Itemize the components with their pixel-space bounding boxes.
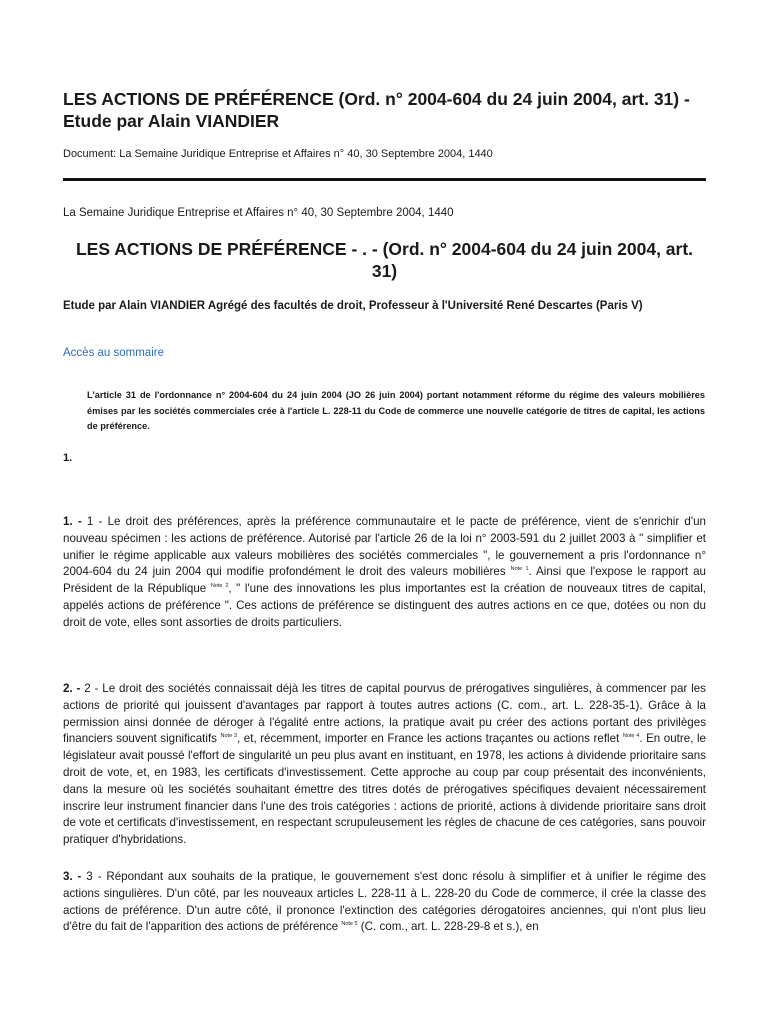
footnote-reference[interactable]: Note 5 [341,921,358,928]
paragraph-number: 2. - [63,682,85,695]
footnote-reference[interactable]: Note 2 [210,583,229,590]
footnote-reference[interactable]: Note 4 [622,733,640,740]
paragraph-3: 3. - 3 - Répondant aux souhaits de la pratique, le gouvernement s'est donc résolu à simplifier et à unifier le régime des actions singulières. D'un côté, par les nouveaux articles L. 228-11 à L. 228-20 du Code de commerce, il crée la classe des actions de préférence. D'un autre côté, il prononce l'extinction des catégories dérogatoires anciennes, qui n'ont plus lieu d'être du fait de l'apparition des actions de préférence $^{Note 5}$ (C. com., art. L. 228-29-8 et s.), en [63,870,706,934]
article-title: LES ACTIONS DE PRÉFÉRENCE - . - (Ord. n° 2004-604 du 24 juin 2004, art. 31) [75,239,694,281]
document-title: LES ACTIONS DE PRÉFÉRENCE (Ord. n° 2004-604 du 24 juin 2004, art. 31) - Etude par Alain VIANDIER [63,89,690,131]
journal-reference: La Semaine Juridique Entreprise et Affaires n° 40, 30 Septembre 2004, 1440 [63,207,454,219]
document-source: Document: La Semaine Juridique Entreprise et Affaires n° 40, 30 Septembre 2004, 1440 [63,148,493,160]
paragraph-number: 1. - [63,515,87,528]
footnote-reference[interactable]: Note 3 [220,733,238,740]
footnote-reference[interactable]: Note 1 [510,566,529,573]
toc-link[interactable]: Accès au sommaire [63,347,164,359]
section-number: 1. [63,452,73,464]
divider [63,178,706,181]
author-line: Etude par Alain VIANDIER Agrégé des facultés de droit, Professeur à l'Université René Descartes (Paris V) [63,300,643,312]
paragraph-number: 3. - [63,870,87,883]
paragraph-2: 2. - 2 - Le droit des sociétés connaissait déjà les titres de capital pourvus de prérogatives singulières, à commencer par les actions de priorité qui jouissent d'avantages par rapport à toutes autres actions (C. com., art. L. 228-35-1). Grâce à la permission ainsi donnée de déroger à l'égalité entre actions, la pratique avait pu créer des actions portant des privilèges financiers souvent significatifs $^{Note 3}$, et, récemment, importer en France les actions traçantes ou actions reflet $^{Note 4}$. En outre, le législateur avait poussé l'effort de singularité un peu plus avant en instituant, en 1978, les actions à dividende prioritaire sans droit de vote, et, en 1983, les certificats d'investissement. Cette approche au coup par coup présentait des inconvénients, dans la mesure où les sociétés souhaitant émettre des titres dotés de prérogatives spécifiques devaient nécessairement inscrire leur instrument financier dans l'une des trois catégories : actions de priorité, actions à dividende prioritaire sans droit de vote et certificats d'investissement, en respectant scrupuleusement les règles de chacune de ces catégories, sans pouvoir pratiquer d'hybridations. [63,682,706,847]
paragraph-1: 1. - 1 - Le droit des préférences, après la préférence communautaire et le pacte de préférence, vient de s'enrichir d'un nouveau spécimen : les actions de préférence. Autorisé par l'article 26 de la loi n° 2003-591 du 2 juillet 2003 à " simplifier et unifier le régime applicable aux valeurs mobilières des sociétés commerciales ", le gouvernement a pris l'ordonnance n° 2004-604 du 24 juin 2004 qui modifie profondément le droit des valeurs mobilières $^{Note 1}$. Ainsi que l'expose le rapport au Président de la République $^{Note 2}$, " l'une des innovations les plus importantes est la création de nouveaux titres de capital, appelés actions de préférence ". Ces actions de préférence se distinguent des autres actions en ce que, dotées ou non du droit de vote, elles sont assorties de droits particuliers. [63,515,706,629]
abstract: L'article 31 de l'ordonnance n° 2004-604 du 24 juin 2004 (JO 26 juin 2004) portant notamment réforme du régime des valeurs mobilières émises par les sociétés commerciales crée à l'article L. 228-11 du Code de commerce une nouvelle catégorie de titres de capital, les actions de préférence. [87,390,705,431]
